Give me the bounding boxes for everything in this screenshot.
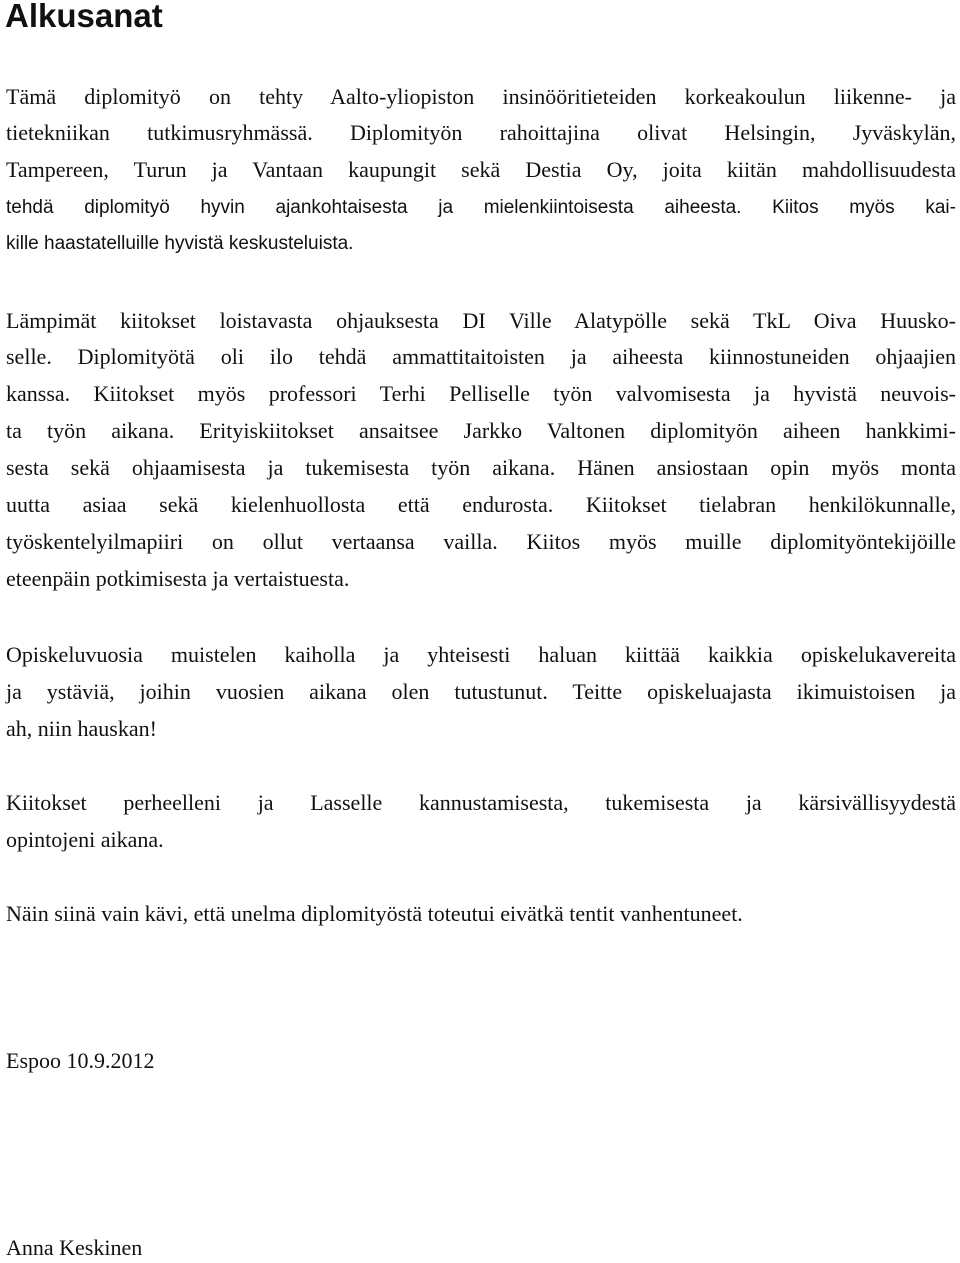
paragraph-3-line-1: Opiskeluvuosia muistelen kaiholla ja yhteisesti haluan kiittää kaikkia opiskelukavereita [6,642,956,667]
paragraph-3-line-2: ja ystäviä, joihin vuosien aikana olen tutustunut. Teitte opiskeluajasta ikimuistoisen ja [6,679,956,704]
paragraph-1-line-4: tehdä diplomityö hyvin ajankohtaisesta ja mielenkiintoisesta aiheesta. Kiitos myös kai- [6,197,956,218]
paragraph-1-line-5: kille haastatelluille hyvistä keskusteluista. [6,233,354,254]
page-title: Alkusanat [5,0,163,34]
paragraph-1-line-3: Tampereen, Turun ja Vantaan kaupungit sekä Destia Oy, joita kiitän mahdollisuudesta [6,157,956,182]
paragraph-2-line-1: Lämpimät kiitokset loistavasta ohjauksesta DI Ville Alatypölle sekä TkL Oiva Huusko- [6,308,956,333]
paragraph-2-line-2: selle. Diplomityötä oli ilo tehdä ammattitaitoisten ja aiheesta kiinnostuneiden ohjaajien [6,344,956,369]
paragraph-2-line-3: kanssa. Kiitokset myös professori Terhi Pelliselle työn valvomisesta ja hyvistä neuvois- [6,381,956,406]
author-name: Anna Keskinen [6,1235,143,1260]
paragraph-3-line-3: ah, niin hauskan! [6,716,157,741]
paragraph-4-line-2: opintojeni aikana. [6,827,164,852]
paragraph-2-line-8: eteenpäin potkimisesta ja vertaistuesta. [6,566,350,591]
paragraph-1-line-2: tietekniikan tutkimusryhmässä. Diplomityön rahoittajina olivat Helsingin, Jyväskylän, [6,120,956,145]
paragraph-4-line-1: Kiitokset perheelleni ja Lasselle kannustamisesta, tukemisesta ja kärsivällisyydestä [6,790,956,815]
paragraph-2-line-6: uutta asiaa sekä kielenhuollosta että endurosta. Kiitokset tielabran henkilökunnalle, [6,492,956,517]
paragraph-2-line-7: työskentelyilmapiiri on ollut vertaansa vailla. Kiitos myös muille diplomityöntekijöille [6,529,956,554]
paragraph-1-line-1: Tämä diplomityö on tehty Aalto-yliopiston insinööritieteiden korkeakoulun liikenne- ja [6,84,956,109]
paragraph-2-line-4: ta työn aikana. Erityiskiitokset ansaitsee Jarkko Valtonen diplomityön aiheen hankkimi- [6,418,956,443]
paragraph-5-line-1: Näin siinä vain kävi, että unelma diplomityöstä toteutui eivätkä tentit vanhentuneet. [6,901,743,926]
place-date: Espoo 10.9.2012 [6,1048,155,1073]
paragraph-2-line-5: sesta sekä ohjaamisesta ja tukemisesta työn aikana. Hänen ansiostaan opin myös monta [6,455,956,480]
